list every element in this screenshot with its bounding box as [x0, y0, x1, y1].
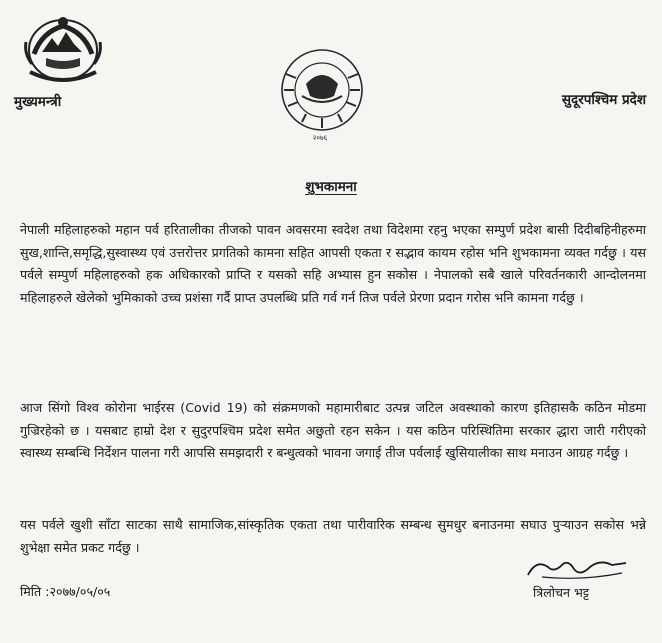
svg-text:२०७६: २०७६ — [312, 134, 328, 142]
header-province-title: सुदूरपश्चिम प्रदेश — [561, 92, 646, 108]
document-date: मिति :२०७७/०५/०५ — [20, 584, 111, 599]
paragraph-3: यस पर्वले खुशी साँटा साटका साथै सामाजिक,सांस्कृतिक एकता तथा पारीवारिक सम्बन्ध सुमधुर बनाउनमा सघाउ पुर्‍याउन सकोस भन्ने शुभेक्षा समेत प्रकट गर्दछु । — [20, 517, 646, 555]
signer-name: त्रिलोचन भट्ट — [533, 585, 590, 600]
office-seal-icon — [272, 44, 372, 144]
paragraph-2: आज सिंगो विश्व कोरोना भाईरस (Covid 19) को संक्रमणको महामारीबाट उत्पन्न जटिल अवस्थाको कारण इतिहासकै कठिन मोडमा गुज्रिरहेको छ । यसबाट हाम्रो देश र सुदुरपश्चिम प्रदेश समेत अछुतो रहन सकेन । यस कठिन परिस्थितिमा सरकार द्धारा जारी गरीएको स्वास्थ्य सम्बन्धि निर्देशन पालना गरी आपसि समझदारी र बन्धुत्वको भावना जगाई तीज पर्वलाई खुसियालीका साथ मनाउन आग्रह गर्दछु । — [20, 400, 646, 460]
document-title-wrapper — [0, 177, 662, 195]
national-emblem-icon — [22, 12, 104, 86]
paragraph-1: नेपाली महिलाहरुको महान पर्व हरितालीका तीजको पावन अवसरमा स्वदेश तथा विदेशमा रहनु भएका सम्पुर्ण प्रदेश बासी दिदीबहिनीहरुमा सुख,शान्ति,समृद्धि,सुस्वास्थ्य एवं उत्तरोत्तर प्रगतिको कामना सहित आपसी एकता र सद्भाव कायम रहोस भनि शुभकामना व्यक्त गर्दछु । यस पर्वले सम्पुर्ण महिलाहरुको हक अधिकारको प्राप्ति र यसको सहि अभ्यास हुन सकोस । नेपालको सबै खाले परिवर्तनकारी आन्दोलनमा महिलाहरुले खेलेको भुमिकाको उच्च प्रशंसा गर्दै प्राप्त उपलब्धि प्रति गर्व गर्न तिज पर्वले प्रेरणा प्रदान गरोस भनि कामना गर्दछु । — [20, 222, 646, 305]
signature-icon — [522, 553, 632, 583]
header-office-title: मुख्यमन्त्री — [14, 94, 62, 110]
document-title: शुभकामना — [305, 179, 357, 195]
